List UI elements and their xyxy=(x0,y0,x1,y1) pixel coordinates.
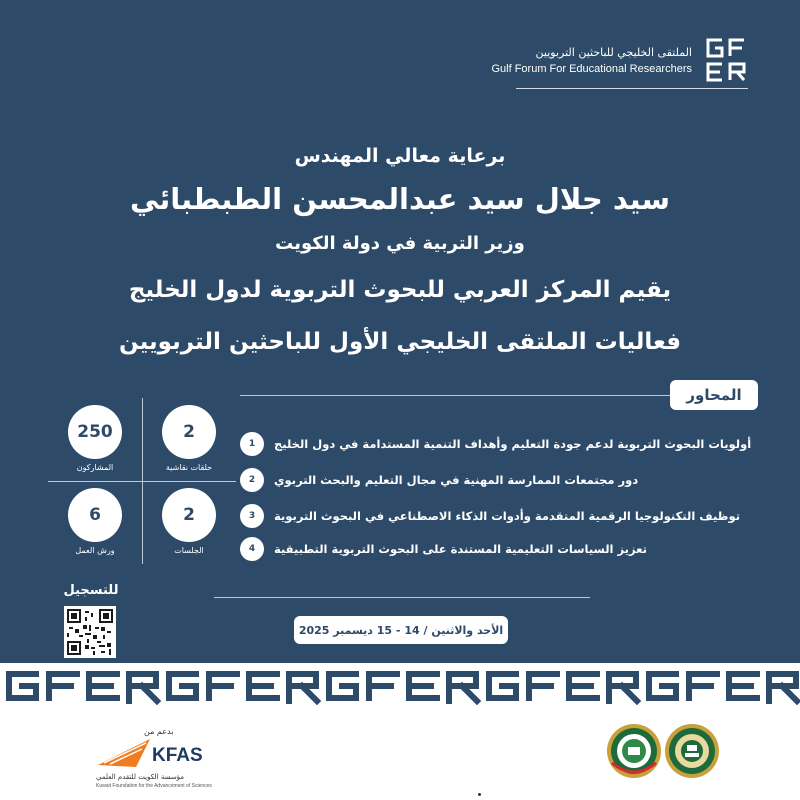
register-label: للتسجيل xyxy=(63,583,119,598)
band-letter-e xyxy=(409,674,437,698)
band-letter-g xyxy=(489,674,516,698)
band-letter-g xyxy=(169,674,196,698)
logo-english-name: Gulf Forum For Educational Researchers xyxy=(491,62,692,75)
band-letter-f xyxy=(49,674,77,698)
gfer-pattern-icon xyxy=(0,663,800,709)
band-letter-e xyxy=(729,674,757,698)
band-letter-f xyxy=(209,674,237,698)
axis-number-badge: 3 xyxy=(240,504,264,528)
gfer-logo xyxy=(491,36,748,84)
register-divider xyxy=(214,597,590,598)
axis-item xyxy=(240,536,745,562)
stat-workshops-value: 6 xyxy=(68,488,122,542)
kfas-sail-icon xyxy=(96,737,152,769)
event-date: الأحد والاثنين / 14 - 15 ديسمبر 2025 xyxy=(294,616,508,644)
axis-item xyxy=(240,431,752,457)
axis-text: تعزيز السياسات التعليمية المستندة على البحوث التربوية التطبيقية xyxy=(274,542,647,556)
stat-panels xyxy=(142,398,236,481)
stat-sessions-label: الجلسات xyxy=(174,546,204,555)
stat-panels-label: حلقات نقاشية xyxy=(165,463,213,472)
axes-divider xyxy=(240,395,670,396)
gfer-logo-mark-icon xyxy=(704,36,748,84)
logo-text xyxy=(491,46,692,75)
axis-text: أولويات البحوث التربوية لدعم جودة التعليم وأهداف التنمية المستدامة في دول الخليج xyxy=(274,437,752,451)
footer-dot xyxy=(478,793,481,796)
stat-workshops xyxy=(48,481,142,564)
logo-divider xyxy=(516,88,748,89)
axis-item xyxy=(240,467,745,493)
patron-role: وزير التربية في دولة الكويت xyxy=(275,233,525,254)
axis-number-badge: 4 xyxy=(240,537,264,561)
band-letter-r xyxy=(449,674,477,701)
axis-item xyxy=(240,503,745,529)
title-block xyxy=(40,138,760,368)
gulf-center-seal-icon xyxy=(664,723,720,779)
kfas-english-name: Kuwait Foundation for the Advancement of Sciences xyxy=(96,783,212,789)
band-letter-g xyxy=(9,674,36,698)
stat-participants-label: المشاركون xyxy=(76,463,114,472)
band-letter-g xyxy=(649,674,676,698)
stat-workshops-label: ورش العمل xyxy=(75,546,115,555)
band-letter-e xyxy=(569,674,597,698)
band-letter-e xyxy=(249,674,277,698)
stat-participants xyxy=(48,398,142,481)
abegs-seal-icon xyxy=(606,723,662,779)
stat-panels-value: 2 xyxy=(162,405,216,459)
band-letter-g xyxy=(329,674,356,698)
axes-badge: المحاور xyxy=(670,380,758,410)
stats-grid xyxy=(48,398,236,564)
qr-code-icon xyxy=(67,609,113,655)
band-letter-f xyxy=(369,674,397,698)
band-letter-r xyxy=(769,674,797,701)
band-letter-e xyxy=(89,674,117,698)
axis-text: دور مجتمعات الممارسة المهنية في مجال التعليم والبحث التربوي xyxy=(274,473,639,487)
band-letter-f xyxy=(529,674,557,698)
logo-arabic-name: الملتقى الخليجي للباحثين التربويين xyxy=(535,45,692,59)
kfas-wordmark: KFAS xyxy=(152,745,203,766)
band-letter-r xyxy=(129,674,157,701)
axis-number-badge: 2 xyxy=(240,468,264,492)
kfas-support-label: بدعم من xyxy=(144,727,174,736)
band-letter-r xyxy=(609,674,637,701)
gfer-pattern-band xyxy=(0,663,800,709)
axis-text: توظيف التكنولوجيا الرقمية المتقدمة وأدوات الذكاء الاصطناعي في البحوث التربوية xyxy=(274,509,741,523)
event-title: فعاليات الملتقى الخليجي الأول للباحثين التربويين xyxy=(118,329,682,355)
patron-name: سيد جلال سيد عبدالمحسن الطبطبائي xyxy=(130,182,670,216)
footer-sponsors xyxy=(0,709,800,800)
band-letter-f xyxy=(689,674,717,698)
kfas-arabic-name: مؤسسة الكويت للتقدم العلمي xyxy=(96,773,185,781)
patronage-line: برعاية معالي المهندس xyxy=(294,145,506,167)
band-letter-r xyxy=(289,674,317,701)
stat-sessions xyxy=(142,481,236,564)
registration-qr-code[interactable] xyxy=(64,606,116,658)
axis-number-badge: 1 xyxy=(240,432,264,456)
host-line: يقيم المركز العربي للبحوث التربوية لدول الخليج xyxy=(128,277,672,303)
stat-sessions-value: 2 xyxy=(162,488,216,542)
stat-participants-value: 250 xyxy=(68,405,122,459)
